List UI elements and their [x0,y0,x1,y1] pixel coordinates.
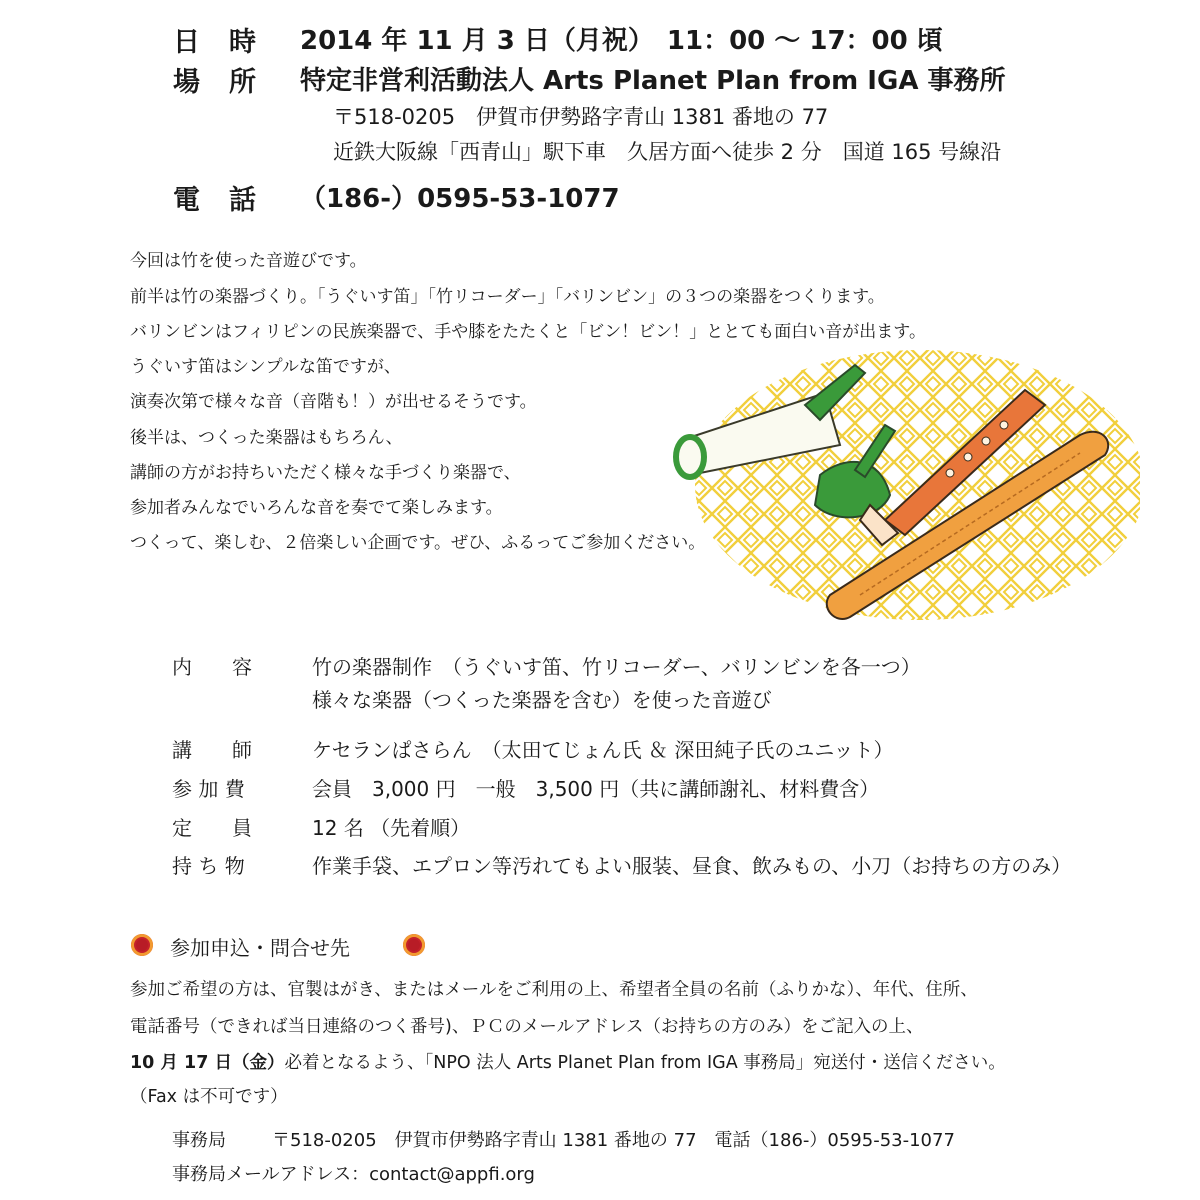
contact-line: 必着となるよう、「NPO 法人 Arts Planet Plan from IGA 事務局」宛送付・送信ください。 [284,1053,1006,1073]
phone-value: （186-）0595-53-1077 [300,184,620,214]
intro-line: 後半は、つくった楽器はもちろん、 [130,428,403,448]
red-dot-icon [403,934,425,956]
content-value: 竹の楽器制作 （うぐいす笛、竹リコーダー、バリンビンを各一つ） [312,655,921,679]
content-label: 内 容 [172,655,252,679]
datetime-label: 日 時 [173,27,257,58]
capacity-value: 12 名 （先着順） [312,816,471,840]
intro-line: 今回は竹を使った音遊びです。 [130,251,367,271]
office-label: 事務局 [172,1130,226,1151]
intro-line: 前半は竹の楽器づくり。「うぐいす笛」「竹リコーダー」「バリンビン」の３つの楽器をつくります。 [130,287,885,307]
items-label: 持 ち 物 [172,854,245,878]
red-dot-icon [131,934,153,956]
instructor-label: 講 師 [172,738,252,762]
place-address: 〒518-0205 伊賀市伊勢路字青山 1381 番地の 77 [333,105,829,129]
office-address: 〒518-0205 伊賀市伊勢路字青山 1381 番地の 77 電話（186-）0595-53-1077 [272,1130,955,1151]
intro-line: 参加者みんなでいろんな音を奏でて楽しみます。 [130,498,503,518]
contact-title: 参加申込・問合せ先 [170,936,350,960]
fax-note: （Fax は不可です） [130,1087,288,1107]
contact-line: 参加ご希望の方は、官製はがき、またはメールをご利用の上、希望者全員の名前（ふりかな）、年代、住所、 [130,980,978,1000]
phone-label: 電 話 [173,185,257,216]
deadline: 10 月 17 日（金） [130,1053,285,1073]
capacity-label: 定 員 [172,816,252,840]
instructor-value: ケセランぱさらん （太田てじょん氏 ＆ 深田純子氏のユニット） [312,738,894,762]
email-label: 事務局メールアドレス： [172,1164,370,1185]
email-link[interactable]: contact@appfi.org [369,1164,535,1185]
fee-value: 会員 3,000 円 一般 3,500 円（共に講師謝礼、材料費含） [312,777,880,801]
content-value-2: 様々な楽器（つくった楽器を含む）を使った音遊び [312,688,772,712]
fee-label: 参 加 費 [172,777,245,801]
pattern-background [695,350,1140,620]
datetime-value: 2014 年 11 月 3 日（月祝） 11：00 ～ 17：00 頃 [300,26,943,56]
place-label: 場 所 [173,67,257,98]
contact-line: 電話番号（できれば当日連絡のつく番号)、ＰＣのメールアドレス（お持ちの方のみ）をご記入の上、 [130,1017,924,1037]
intro-line: つくって、楽しむ、２倍楽しい企画です。ぜひ、ふるってご参加ください。 [130,533,706,553]
bamboo-instruments-illustration [660,345,1140,635]
intro-line: うぐいす笛はシンプルな笛ですが、 [130,357,401,377]
items-value: 作業手袋、エプロン等汚れてもよい服装、昼食、飲みもの、小刀（お持ちの方のみ） [312,854,1072,878]
place-value: 特定非営利活動法人 Arts Planet Plan from IGA 事務所 [300,66,1006,96]
place-access: 近鉄大阪線「西青山」駅下車 久居方面へ徒歩 2 分 国道 165 号線沿 [333,140,1002,164]
intro-line: 演奏次第で様々な音（音階も！）が出せるそうです。 [130,392,537,412]
intro-line: バリンビンはフィリピンの民族楽器で、手や膝をたたくと「ビン！ビン！」ととても面白い音が出ます。 [130,322,926,342]
intro-line: 講師の方がお持ちいただく様々な手づくり楽器で、 [130,463,521,483]
